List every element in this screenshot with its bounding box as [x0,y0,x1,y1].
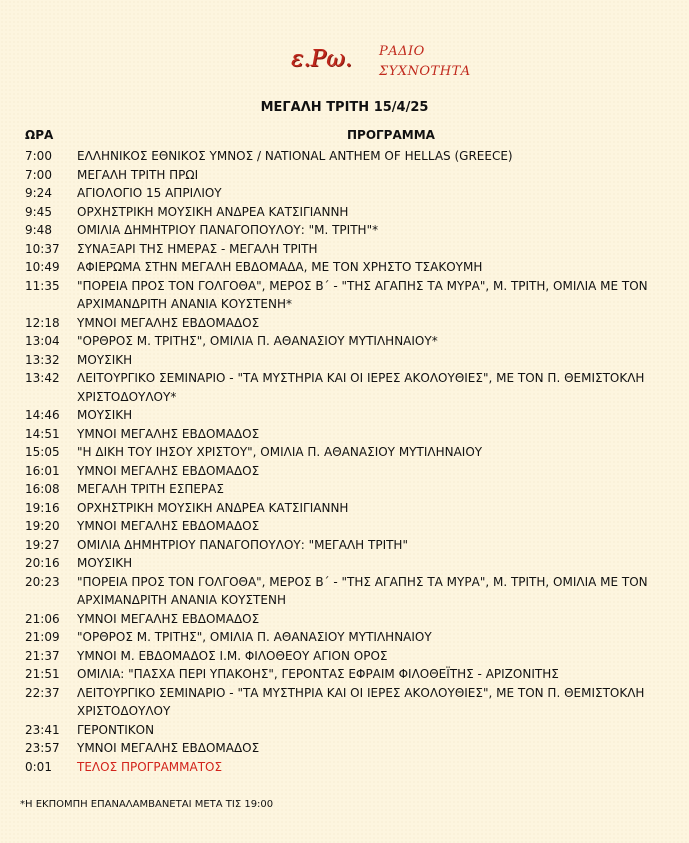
schedule-time: 23:41 [25,722,60,737]
schedule-time: 21:37 [25,648,60,663]
schedule-program: ΕΛΛΗΝΙΚΟΣ ΕΘΝΙΚΟΣ ΥΜΝΟΣ / NATIONAL ANTHEM OF HELLAS (GREECE) [77,149,513,163]
schedule-time: 19:16 [25,500,60,515]
logo-subtitle-line1: ΡΑΔΙΟ [379,44,425,59]
schedule-row [25,406,665,425]
schedule-row [25,462,665,481]
schedule-time: 21:09 [25,630,60,644]
schedule-row [25,573,665,610]
schedule-row [25,480,665,499]
schedule-program: ΥΜΝΟΙ ΜΕΓΑΛΗΣ ΕΒΔΟΜΑΔΟΣ [77,611,260,626]
schedule-time: 10:49 [25,260,60,274]
schedule-program: ΑΦΙΕΡΩΜΑ ΣΤΗΝ ΜΕΓΑΛΗ ΕΒΔΟΜΑΔΑ, ΜΕ ΤΟΝ ΧΡΗΣΤΟ ΤΣΑΚΟΥΜΗ [77,260,483,274]
schedule-time: 20:16 [25,556,60,570]
schedule-program: ΥΜΝΟΙ ΜΕΓΑΛΗΣ ΕΒΔΟΜΑΔΟΣ [77,463,260,478]
schedule-row [25,277,665,314]
schedule-row [25,221,665,240]
schedule-row [25,665,665,684]
schedule-program: ΥΜΝΟΙ Μ. ΕΒΔΟΜΑΔΟΣ Ι.Μ. ΦΙΛΟΘΕΟΥ ΑΓΙΟΝ ΟΡΟΣ [77,648,388,663]
schedule-time: 0:01 [25,759,52,774]
schedule-time: 23:57 [25,741,60,755]
schedule-row [25,425,665,444]
schedule-time: 9:24 [25,186,52,200]
schedule-program: "ΠΟΡΕΙΑ ΠΡΟΣ ΤΟΝ ΓΟΛΓΟΘΑ", ΜΕΡΟΣ Β΄ - "ΤΗΣ ΑΓΑΠΗΣ ΤΑ ΜΥΡΑ", Μ. ΤΡΙΤΗ, ΟΜΙΛΙΑ ΜΕ ΤΟΝ ΑΡΧΙΜΑΝΔΡΙΤΗ ΑΝΑΝΙΑ ΚΟΥΣΤΕΝΗ [77,574,648,607]
schedule-program: "Η ΔΙΚΗ ΤΟΥ ΙΗΣΟΥ ΧΡΙΣΤΟΥ", ΟΜΙΛΙΑ Π. ΑΘΑΝΑΣΙΟΥ ΜΥΤΙΛΗΝΑΙΟΥ [77,445,483,459]
schedule-program: ΟΡΧΗΣΤΡΙΚΗ ΜΟΥΣΙΚΗ ΑΝΔΡΕΑ ΚΑΤΣΙΓΙΑΝΝΗ [77,500,349,515]
schedule-program: ΛΕΙΤΟΥΡΓΙΚΟ ΣΕΜΙΝΑΡΙΟ - "ΤΑ ΜΥΣΤΗΡΙΑ ΚΑΙ ΟΙ ΙΕΡΕΣ ΑΚΟΛΟΥΘΙΕΣ", ΜΕ ΤΟΝ Π. ΘΕΜΙΣΤΟΚΛΗ ΧΡΙΣΤΟΔΟΥΛΟΥ* [77,371,645,404]
logo-mark: ε.Ρω. [291,46,353,72]
schedule-program: "ΟΡΘΡΟΣ Μ. ΤΡΙΤΗΣ", ΟΜΙΛΙΑ Π. ΑΘΑΝΑΣΙΟΥ ΜΥΤΙΛΗΝΑΙΟΥ [77,630,432,644]
schedule-row [25,314,665,333]
schedule-row [25,517,665,536]
schedule-time: 7:00 [25,149,52,163]
schedule-row [25,739,665,758]
schedule-row [25,332,665,351]
schedule-time: 16:01 [25,463,60,478]
schedule-row [25,758,665,777]
schedule-program: "ΟΡΘΡΟΣ Μ. ΤΡΙΤΗΣ", ΟΜΙΛΙΑ Π. ΑΘΑΝΑΣΙΟΥ ΜΥΤΙΛΗΝΑΙΟΥ* [77,334,438,348]
logo-subtitle-line2: ΣΥΧΝΟΤΗΤΑ [379,64,471,79]
schedule-program: ΓΕΡΟΝΤΙΚΟΝ [77,722,155,737]
schedule-row [25,147,665,166]
schedule-program: ΥΜΝΟΙ ΜΕΓΑΛΗΣ ΕΒΔΟΜΑΔΟΣ [77,519,260,533]
schedule-row [25,647,665,666]
schedule-program: ΜΟΥΣΙΚΗ [77,352,133,367]
schedule-time: 13:32 [25,352,60,367]
schedule-row [25,240,665,259]
schedule-program: ΟΜΙΛΙΑ: "ΠΑΣΧΑ ΠΕΡΙ ΥΠΑΚΟΗΣ", ΓΕΡΟΝΤΑΣ ΕΦΡΑΙΜ ΦΙΛΟΘΕΪΤΗΣ - ΑΡΙΖΟΝΙΤΗΣ [77,667,559,681]
column-header-program: ΠΡΟΓΡΑΜΜΑ [347,128,435,142]
schedule-program: ΜΟΥΣΙΚΗ [77,556,133,570]
schedule-program: ΥΜΝΟΙ ΜΕΓΑΛΗΣ ΕΒΔΟΜΑΔΟΣ [77,315,260,330]
schedule-time: 21:51 [25,667,60,681]
schedule-time: 12:18 [25,315,60,330]
schedule-time: 20:23 [25,574,60,589]
schedule-list [25,147,665,776]
schedule-program: ΤΕΛΟΣ ΠΡΟΓΡΑΜΜΑΤΟΣ [77,759,223,774]
schedule-program: ΜΕΓΑΛΗ ΤΡΙΤΗ ΠΡΩΙ [77,167,199,182]
schedule-program: ΥΜΝΟΙ ΜΕΓΑΛΗΣ ΕΒΔΟΜΑΔΟΣ [77,741,260,755]
schedule-row [25,684,665,721]
schedule-program: ΟΜΙΛΙΑ ΔΗΜΗΤΡΙΟΥ ΠΑΝΑΓΟΠΟΥΛΟΥ: "Μ. ΤΡΙΤΗ"* [77,223,379,237]
column-header-time: ΩΡΑ [25,128,54,142]
schedule-row [25,369,665,406]
schedule-program: ΜΟΥΣΙΚΗ [77,408,133,422]
schedule-row [25,721,665,740]
schedule-row [25,258,665,277]
schedule-time: 11:35 [25,278,60,293]
schedule-time: 19:27 [25,537,60,552]
schedule-row [25,184,665,203]
schedule-time: 21:06 [25,611,60,626]
schedule-time: 9:48 [25,223,52,237]
schedule-program: ΥΜΝΟΙ ΜΕΓΑΛΗΣ ΕΒΔΟΜΑΔΟΣ [77,426,260,441]
schedule-time: 13:04 [25,334,60,348]
schedule-row [25,554,665,573]
schedule-time: 9:45 [25,204,52,219]
schedule-row [25,203,665,222]
logo-subtitle [379,42,471,82]
schedule-program: "ΠΟΡΕΙΑ ΠΡΟΣ ΤΟΝ ΓΟΛΓΟΘΑ", ΜΕΡΟΣ Β΄ - "ΤΗΣ ΑΓΑΠΗΣ ΤΑ ΜΥΡΑ", Μ. ΤΡΙΤΗ, ΟΜΙΛΙΑ ΜΕ ΤΟΝ ΑΡΧΙΜΑΝΔΡΙΤΗ ΑΝΑΝΙΑ ΚΟΥΣΤΕΝΗ* [77,278,648,311]
schedule-row [25,499,665,518]
schedule-program: ΛΕΙΤΟΥΡΓΙΚΟ ΣΕΜΙΝΑΡΙΟ - "ΤΑ ΜΥΣΤΗΡΙΑ ΚΑΙ ΟΙ ΙΕΡΕΣ ΑΚΟΛΟΥΘΙΕΣ", ΜΕ ΤΟΝ Π. ΘΕΜΙΣΤΟΚΛΗ ΧΡΙΣΤΟΔΟΥΛΟΥ [77,685,645,718]
schedule-time: 14:51 [25,426,60,441]
schedule-row [25,443,665,462]
schedule-program: ΣΥΝΑΞΑΡΙ ΤΗΣ ΗΜΕΡΑΣ - ΜΕΓΑΛΗ ΤΡΙΤΗ [77,241,318,256]
schedule-time: 19:20 [25,519,60,533]
schedule-program: ΑΓΙΟΛΟΓΙΟ 15 ΑΠΡΙΛΙΟΥ [77,186,222,200]
schedule-row [25,351,665,370]
schedule-time: 13:42 [25,371,60,385]
schedule-program: ΟΡΧΗΣΤΡΙΚΗ ΜΟΥΣΙΚΗ ΑΝΔΡΕΑ ΚΑΤΣΙΓΙΑΝΝΗ [77,204,349,219]
page-title: ΜΕΓΑΛΗ ΤΡΙΤΗ 15/4/25 [260,100,429,115]
schedule-row [25,628,665,647]
schedule-row [25,166,665,185]
schedule-row [25,610,665,629]
schedule-program: ΜΕΓΑΛΗ ΤΡΙΤΗ ΕΣΠΕΡΑΣ [77,482,224,496]
footnote: *Η ΕΚΠΟΜΠΗ ΕΠΑΝΑΛΑΜΒΑΝΕΤΑΙ ΜΕΤΑ ΤΙΣ 19:00 [20,799,274,810]
schedule-time: 15:05 [25,445,60,459]
schedule-program: ΟΜΙΛΙΑ ΔΗΜΗΤΡΙΟΥ ΠΑΝΑΓΟΠΟΥΛΟΥ: "ΜΕΓΑΛΗ ΤΡΙΤΗ" [77,537,408,552]
schedule-time: 10:37 [25,241,60,256]
schedule-time: 16:08 [25,482,60,496]
schedule-time: 7:00 [25,167,52,182]
schedule-time: 14:46 [25,408,60,422]
schedule-time: 22:37 [25,685,60,700]
schedule-row [25,536,665,555]
